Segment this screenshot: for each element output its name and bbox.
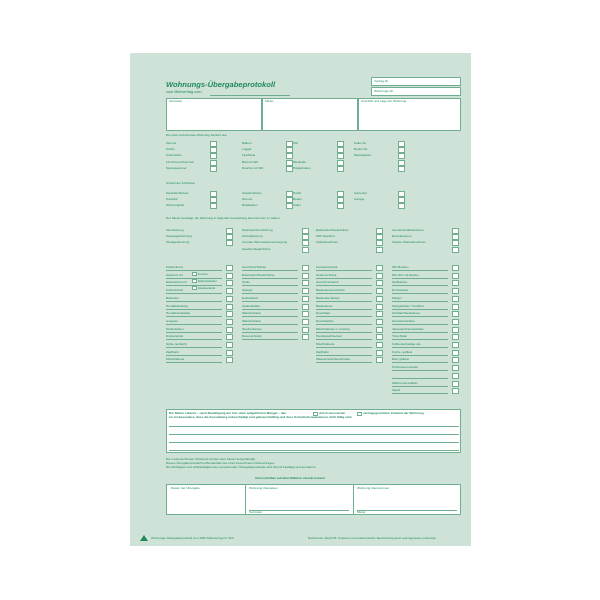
equipment-entry-line[interactable]	[166, 339, 222, 340]
equipment-checkbox[interactable]	[302, 304, 309, 310]
condition-line-2: an. Insbesondere, dass die Ausstattung unbeschädigt und gebrauchsfähig und dass Schönheitsreparaturen nicht fällig sind.	[169, 415, 353, 419]
equipment-label: Gasherd mit	[166, 272, 183, 277]
equipment-label: Backofen	[166, 295, 179, 300]
equipment-label: Wandschrank	[242, 311, 261, 316]
equipment-checkbox[interactable]	[376, 240, 383, 246]
key-label: Briefkasten	[242, 203, 258, 208]
equipment-entry-line[interactable]	[316, 301, 372, 302]
equipment-label: Spiegelhalter, Türöffner	[392, 303, 425, 308]
room-label: Dusche mit WC	[242, 165, 264, 170]
equipment-entry-line[interactable]	[166, 309, 222, 310]
room-checkbox[interactable]	[398, 141, 405, 147]
equipment-checkbox[interactable]	[376, 265, 383, 271]
equipment-label: Badewanne	[316, 303, 333, 308]
room-label: Hängeboden	[293, 165, 311, 170]
signatures-note: Unterschriften auf allen Blättern einzeln leisten!	[255, 476, 326, 480]
room-checkbox[interactable]	[286, 153, 293, 159]
landlord-signature-label: Vermieter	[249, 510, 263, 514]
signature-divider	[245, 485, 246, 515]
signature-box	[166, 484, 461, 515]
equipment-label: Fänger	[392, 295, 402, 300]
equipment-entry-line[interactable]	[392, 362, 448, 363]
equipment-label: Jalousien/Fensterläden	[392, 326, 424, 331]
equipment-label: Ausguss	[166, 318, 178, 323]
equipment-checkbox[interactable]	[376, 247, 383, 253]
equipment-entry-line[interactable]	[166, 316, 222, 317]
condition-line	[169, 426, 459, 427]
contract-condition-checkbox[interactable]	[357, 412, 362, 416]
footer-left: Wohnungs-Übergabeprotokoll zum RNK-Mietvertrag Nr. 523	[151, 536, 234, 540]
key-checkbox[interactable]	[398, 197, 405, 203]
equipment-entry-line[interactable]	[316, 309, 372, 310]
room-label: Balkon	[242, 141, 252, 145]
room-checkbox[interactable]	[398, 166, 405, 172]
equipment-checkbox[interactable]	[226, 350, 233, 356]
room-checkbox[interactable]	[286, 160, 293, 166]
key-label: Keller	[293, 203, 301, 208]
equipment-entry-line[interactable]	[242, 316, 298, 317]
equipment-checkbox[interactable]	[452, 265, 459, 271]
handover-date-label: Datum der Übergabe	[171, 486, 200, 490]
key-label: Zimmer	[242, 197, 253, 202]
key-label: Zentralschlüssel	[166, 191, 189, 195]
room-checkbox[interactable]	[286, 147, 293, 153]
equipment-checkbox[interactable]	[452, 247, 459, 253]
equipment-entry-line[interactable]	[166, 362, 222, 363]
equipment-entry-line[interactable]	[242, 270, 298, 271]
equipment-checkbox[interactable]	[452, 304, 459, 310]
equipment-checkbox[interactable]	[226, 319, 233, 325]
equipment-checkbox[interactable]	[226, 228, 233, 234]
landlord-label: Vermieter	[169, 99, 183, 103]
equipment-heading: Der Mieter bestätigt, die Wohnung in folgender Ausstattung übernommen zu haben:	[166, 216, 281, 220]
key-checkbox[interactable]	[210, 191, 217, 197]
equipment-label: Duschkabine	[316, 318, 334, 323]
equipment-label: Taschenlampe	[242, 326, 262, 331]
keys-heading: Anzahl der Schlüssel	[166, 181, 195, 185]
condition-line	[169, 450, 459, 451]
equipment-checkbox[interactable]	[452, 234, 459, 240]
room-label: Speisekammer	[166, 165, 187, 170]
equipment-checkbox[interactable]	[452, 327, 459, 333]
equipment-label: Zapfhahn	[166, 349, 180, 354]
key-label: Zusatzschloss	[242, 191, 262, 195]
equipment-entry-line[interactable]	[392, 309, 448, 310]
equipment-entry-line[interactable]	[392, 316, 448, 317]
equipment-checkbox[interactable]	[452, 296, 459, 302]
equipment-label: Elektroherd mit	[166, 280, 187, 285]
equipment-checkbox[interactable]	[226, 240, 233, 246]
equipment-checkbox[interactable]	[452, 280, 459, 286]
equipment-checkbox[interactable]	[226, 357, 233, 363]
apartment-no-label: Wohnungs-Nr.	[374, 89, 394, 93]
room-label: Kochnische	[166, 153, 182, 158]
equipment-entry-line[interactable]	[166, 355, 222, 356]
rooms-heading: Die oben bezeichnete Wohnung besteht aus	[166, 133, 227, 137]
equipment-entry-line[interactable]	[316, 293, 372, 294]
room-checkbox[interactable]	[398, 147, 405, 153]
equipment-checkbox[interactable]	[376, 319, 383, 325]
room-label: Mietergarten	[354, 153, 372, 158]
equipment-entry-line[interactable]	[316, 324, 372, 325]
condition-contract: vertragsgerechten Zustand der Wohnung	[363, 411, 424, 415]
equipment-checkbox[interactable]	[302, 273, 309, 279]
equipment-entry-line[interactable]	[316, 347, 372, 348]
key-checkbox[interactable]	[337, 191, 344, 197]
tenant-signature-label: Mieter	[357, 510, 366, 514]
equipment-checkbox[interactable]	[376, 234, 383, 240]
equipment-label: Mischbatterie	[166, 357, 185, 362]
room-label: Küche	[166, 147, 175, 152]
room-checkbox[interactable]	[210, 141, 217, 147]
equipment-checkbox[interactable]	[452, 388, 459, 394]
equipment-checkbox[interactable]	[376, 280, 383, 286]
equipment-label: Wasserzwischenschrank	[316, 357, 350, 362]
landlord-signature-line[interactable]	[249, 510, 349, 511]
equipment-checkbox[interactable]	[226, 327, 233, 333]
room-checkbox[interactable]	[210, 147, 217, 153]
room-checkbox[interactable]	[210, 160, 217, 166]
equipment-label: Wärmemesszähler	[392, 380, 418, 385]
apartment-no-field[interactable]	[371, 87, 461, 96]
room-label: Mietkeller	[293, 159, 307, 164]
equipment-label: Fensterschrank	[316, 265, 338, 269]
equipment-checkbox[interactable]	[452, 319, 459, 325]
form-subtitle: zum Mietvertrag vom:	[166, 90, 203, 94]
equipment-checkbox[interactable]	[452, 288, 459, 294]
key-checkbox[interactable]	[286, 191, 293, 197]
equipment-entry-line[interactable]	[166, 332, 222, 333]
equipment-checkbox[interactable]	[452, 357, 459, 363]
equipment-checkbox[interactable]	[452, 381, 459, 387]
equipment-label: Kühlschrank	[166, 288, 184, 293]
equipment-checkbox[interactable]	[452, 228, 459, 234]
equipment-label: Küche, gefliest	[392, 349, 413, 354]
equipment-entry-line[interactable]	[316, 355, 372, 356]
equipment-label: Fußbodenbeläge wie	[392, 342, 421, 346]
tenant-signature-line[interactable]	[357, 510, 457, 511]
equipment-label: Druckspüler	[392, 288, 409, 293]
equipment-entry-line[interactable]	[316, 278, 372, 279]
equipment-checkbox[interactable]	[302, 247, 309, 253]
equipment-label: zentrale Warmwasserversorgung	[242, 240, 288, 245]
equipment-entry-line[interactable]	[392, 278, 448, 279]
condition-line	[169, 434, 459, 435]
cooker-option-checkbox[interactable]	[192, 286, 197, 290]
equipment-label: Spiegel	[242, 288, 253, 293]
equipment-label: Einzelantenne	[392, 234, 412, 239]
equipment-entry-line[interactable]	[242, 339, 298, 340]
equipment-checkbox[interactable]	[302, 288, 309, 294]
contract-no-field[interactable]	[371, 77, 461, 86]
equipment-checkbox[interactable]	[302, 228, 309, 234]
room-checkbox[interactable]	[337, 160, 344, 166]
equipment-checkbox[interactable]	[302, 234, 309, 240]
equipment-checkbox[interactable]	[376, 334, 383, 340]
equipment-label: Nachtspeicherheizung	[242, 228, 273, 232]
form-title: Wohnungs-Übergabeprotokoll	[166, 80, 276, 89]
equipment-checkbox[interactable]	[452, 365, 459, 371]
equipment-checkbox[interactable]	[302, 280, 309, 286]
equipment-entry-line[interactable]	[242, 309, 298, 310]
room-label: Boden-Nr.	[354, 147, 368, 152]
equipment-label: Herdabdeckung	[166, 303, 188, 308]
equipment-checkbox[interactable]	[226, 304, 233, 310]
equipment-entry-line[interactable]	[392, 393, 448, 394]
publisher-logo-icon	[140, 535, 148, 541]
key-checkbox[interactable]	[286, 197, 293, 203]
cooker-option-label: Glaskeramik	[198, 286, 216, 290]
equipment-checkbox[interactable]	[376, 273, 383, 279]
equipment-entry-line[interactable]	[166, 301, 222, 302]
address-field[interactable]	[358, 98, 461, 131]
equipment-label: Mischbatterie	[316, 342, 335, 346]
equipment-label: Gemeinschaftsantenne	[392, 228, 424, 232]
key-label: Boden	[293, 197, 302, 202]
equipment-label: Küchenherd	[166, 265, 183, 269]
equipment-label: Bad, gefliest	[392, 357, 410, 362]
room-checkbox[interactable]	[337, 147, 344, 153]
equipment-checkbox[interactable]	[452, 334, 459, 340]
equipment-entry-line[interactable]	[166, 270, 222, 271]
signature-divider	[353, 485, 354, 515]
equipment-checkbox[interactable]	[302, 311, 309, 317]
room-label: Flur/Diele	[242, 153, 256, 158]
room-checkbox[interactable]	[286, 141, 293, 147]
equipment-label: Einbauherd	[242, 295, 258, 300]
equipment-checkbox[interactable]	[452, 273, 459, 279]
equipment-label: Zapfhahn	[316, 349, 330, 354]
equipment-entry-line[interactable]	[392, 386, 448, 387]
room-label: Keller-Nr.	[354, 141, 367, 145]
equipment-entry-line[interactable]	[316, 316, 372, 317]
condition-box	[166, 409, 461, 453]
equipment-checkbox[interactable]	[226, 265, 233, 271]
handed-over-label: Wohnung übergeben	[249, 486, 278, 490]
equipment-entry-line[interactable]	[316, 332, 372, 333]
equipment-checkbox[interactable]	[376, 296, 383, 302]
key-checkbox[interactable]	[398, 203, 405, 209]
equipment-label: Mischbatterie m. Dusche	[316, 326, 351, 331]
room-checkbox[interactable]	[210, 153, 217, 159]
equipment-checkbox[interactable]	[452, 350, 459, 356]
key-checkbox[interactable]	[210, 203, 217, 209]
key-checkbox[interactable]	[337, 203, 344, 209]
equipment-checkbox[interactable]	[226, 234, 233, 240]
equipment-label: Herdabdeckplatte	[166, 311, 191, 316]
equipment-label: Zentralheizung	[242, 234, 263, 239]
equipment-checkbox[interactable]	[452, 373, 459, 379]
equipment-checkbox[interactable]	[226, 342, 233, 348]
condition-line-1: Der Mieter erkennt – nach Bestätigung der hier oben aufgeführten Mängel – den	[169, 411, 287, 415]
equipment-checkbox[interactable]	[376, 288, 383, 294]
equipment-checkbox[interactable]	[226, 280, 233, 286]
address-label: Anschrift und Lage der Wohnung	[361, 99, 407, 103]
equipment-checkbox[interactable]	[376, 350, 383, 356]
equipment-label: Ofenheizung	[166, 228, 184, 232]
equipment-entry-line[interactable]	[392, 370, 448, 371]
room-checkbox[interactable]	[398, 153, 405, 159]
equipment-label: Besenschrank	[242, 334, 262, 339]
equipment-label: Duschbad	[316, 311, 330, 316]
equipment-checkbox[interactable]	[302, 327, 309, 333]
equipment-entry-line[interactable]	[166, 324, 222, 325]
equipment-label: Elektrodurchlauferhitzer	[316, 228, 349, 232]
room-checkbox[interactable]	[337, 141, 344, 147]
equipment-entry-line[interactable]	[166, 293, 222, 294]
equipment-checkbox[interactable]	[452, 311, 459, 317]
cooker-option-checkbox[interactable]	[192, 279, 197, 283]
equipment-label: Stufenboden	[166, 326, 184, 331]
taken-over-label: Wohnung übernommen	[357, 486, 390, 490]
room-checkbox[interactable]	[398, 160, 405, 166]
equipment-entry-line[interactable]	[392, 293, 448, 294]
equipment-checkbox[interactable]	[226, 296, 233, 302]
equipment-label: Türschilder	[392, 334, 408, 339]
equipment-label: Gasdurchlauferhitzer	[242, 246, 271, 251]
confirmation-line-1: Die vorbezeichneten Schlüssel wurden dem Mieter ausgehändigt.	[166, 457, 256, 461]
equipment-label: Heizkostenverteiler	[392, 365, 419, 370]
equipment-label: Elektrodurchlauferhitzer	[242, 272, 275, 277]
equipment-checkbox[interactable]	[376, 304, 383, 310]
room-label: WC	[293, 141, 299, 145]
equipment-label: Telefon-/Kabelanschluss	[392, 240, 426, 245]
key-label: Gartentor	[354, 191, 368, 195]
equipment-entry-line[interactable]	[242, 324, 298, 325]
equipment-entry-line[interactable]	[392, 301, 448, 302]
equipment-checkbox[interactable]	[226, 273, 233, 279]
contract-date-line	[210, 95, 290, 96]
equipment-entry-line[interactable]	[392, 378, 448, 379]
equipment-entry-line[interactable]	[392, 285, 448, 286]
equipment-checkbox[interactable]	[302, 240, 309, 246]
equipment-entry-line[interactable]	[316, 285, 372, 286]
room-checkbox[interactable]	[286, 166, 293, 172]
equipment-checkbox[interactable]	[302, 319, 309, 325]
equipment-label: Fensterscheiben	[392, 318, 415, 323]
equipment-checkbox[interactable]	[376, 327, 383, 333]
equipment-entry-line[interactable]	[392, 270, 448, 271]
room-checkbox[interactable]	[337, 153, 344, 159]
equipment-label: Wandschrank	[242, 318, 261, 323]
equipment-label: Spülenschrank	[316, 272, 337, 277]
equipment-label: Geschirrschrank	[316, 280, 339, 285]
room-label: Bad mit WC	[242, 159, 259, 164]
tenant-label: Mieter	[265, 99, 274, 103]
cooker-option-label: Kerzen	[198, 272, 208, 276]
equipment-label: WC-Becken	[392, 265, 409, 269]
equipment-label: Öletagenheizung	[166, 240, 190, 245]
equipment-label: WC-Sitz mit Deckel	[392, 272, 419, 277]
cooker-option-checkbox[interactable]	[192, 272, 197, 276]
equipment-entry-line[interactable]	[242, 293, 298, 294]
equipment-checkbox[interactable]	[302, 265, 309, 271]
equipment-entry-line[interactable]	[392, 332, 448, 333]
equipment-entry-line[interactable]	[316, 270, 372, 271]
room-label: Zimmer	[166, 141, 177, 145]
key-label: Hausdür	[166, 197, 178, 202]
equipment-checkbox[interactable]	[452, 240, 459, 246]
equipment-label: Stand	[392, 388, 401, 393]
equipment-checkbox[interactable]	[226, 311, 233, 317]
equipment-entry-line[interactable]	[242, 332, 298, 333]
room-checkbox[interactable]	[337, 166, 344, 172]
footer-right: Nachdruck, Abschrift, Kopieren und elektronische Speicherung auch auszugsweise untersagt.	[308, 536, 437, 540]
key-checkbox[interactable]	[210, 197, 217, 203]
equipment-checkbox[interactable]	[302, 296, 309, 302]
equipment-checkbox[interactable]	[376, 311, 383, 317]
tenant-field[interactable]	[262, 98, 358, 131]
room-checkbox[interactable]	[210, 166, 217, 172]
equipment-checkbox[interactable]	[376, 357, 383, 363]
equipment-label: Kabelanschluss	[316, 240, 338, 245]
equipment-label: Spüle	[242, 280, 250, 285]
equipment-entry-line[interactable]	[166, 347, 222, 348]
contract-no-label: Vertrag-Nr.	[374, 79, 389, 83]
condition-line	[169, 442, 459, 443]
equipment-entry-line[interactable]	[242, 278, 298, 279]
equipment-label: Geschirrschränke	[242, 265, 267, 269]
equipment-checkbox[interactable]	[452, 342, 459, 348]
key-checkbox[interactable]	[398, 191, 405, 197]
equipment-label: Spüle (einfach)	[166, 342, 187, 346]
confirmation-line-3: Die Richtigkeit und Vollständigkeit des vorstehenden Übergabeprotokolls wird hiermit bestätigt und anerkannt.	[166, 465, 317, 469]
equipment-label: Handwaschbecken	[316, 334, 343, 339]
equipment-checkbox[interactable]	[226, 334, 233, 340]
equipment-entry-line[interactable]	[316, 339, 372, 340]
equipment-label: Spülkasten	[392, 280, 408, 285]
equipment-entry-line[interactable]	[392, 339, 448, 340]
equipment-checkbox[interactable]	[376, 228, 383, 234]
key-label: Wohnungstür	[166, 203, 185, 208]
key-checkbox[interactable]	[337, 197, 344, 203]
equipment-checkbox[interactable]	[376, 342, 383, 348]
room-label: Loggia	[242, 147, 252, 152]
equipment-label: Badewannenschürze	[316, 288, 345, 293]
equipment-entry-line[interactable]	[316, 362, 372, 363]
equipment-checkbox[interactable]	[226, 288, 233, 294]
key-label: Hoftür	[293, 191, 302, 195]
equipment-checkbox[interactable]	[302, 334, 309, 340]
equipment-entry-line[interactable]	[242, 301, 298, 302]
landlord-field[interactable]	[166, 98, 262, 131]
key-checkbox[interactable]	[286, 203, 293, 209]
equipment-entry-line[interactable]	[392, 324, 448, 325]
confirmation-line-2: Dieses Übergabeprotokoll ist Bestandteil des oben bezeichneten Mietvertrages.	[166, 461, 276, 465]
key-label: Garage	[354, 197, 365, 202]
equipment-entry-line[interactable]	[392, 355, 448, 356]
equipment-label: Schalter/Steckdosen	[392, 311, 421, 316]
equipment-label: Doppelspüle	[166, 334, 184, 339]
equipment-label: Gasetagenheizung	[166, 234, 192, 239]
equipment-entry-line[interactable]	[242, 285, 298, 286]
equipment-label: WW-Speicher	[316, 234, 336, 239]
cooker-option-label: Elektroplatten	[198, 279, 217, 283]
equipment-entry-line[interactable]	[392, 347, 448, 348]
room-label: 1/2 Zimmer/Kammer	[166, 159, 195, 164]
equipment-label: Abdeckplatte	[242, 303, 260, 308]
condition-renovated: durch renovierten	[319, 411, 346, 415]
equipment-label: Badezelle (Ecke)	[316, 295, 340, 300]
